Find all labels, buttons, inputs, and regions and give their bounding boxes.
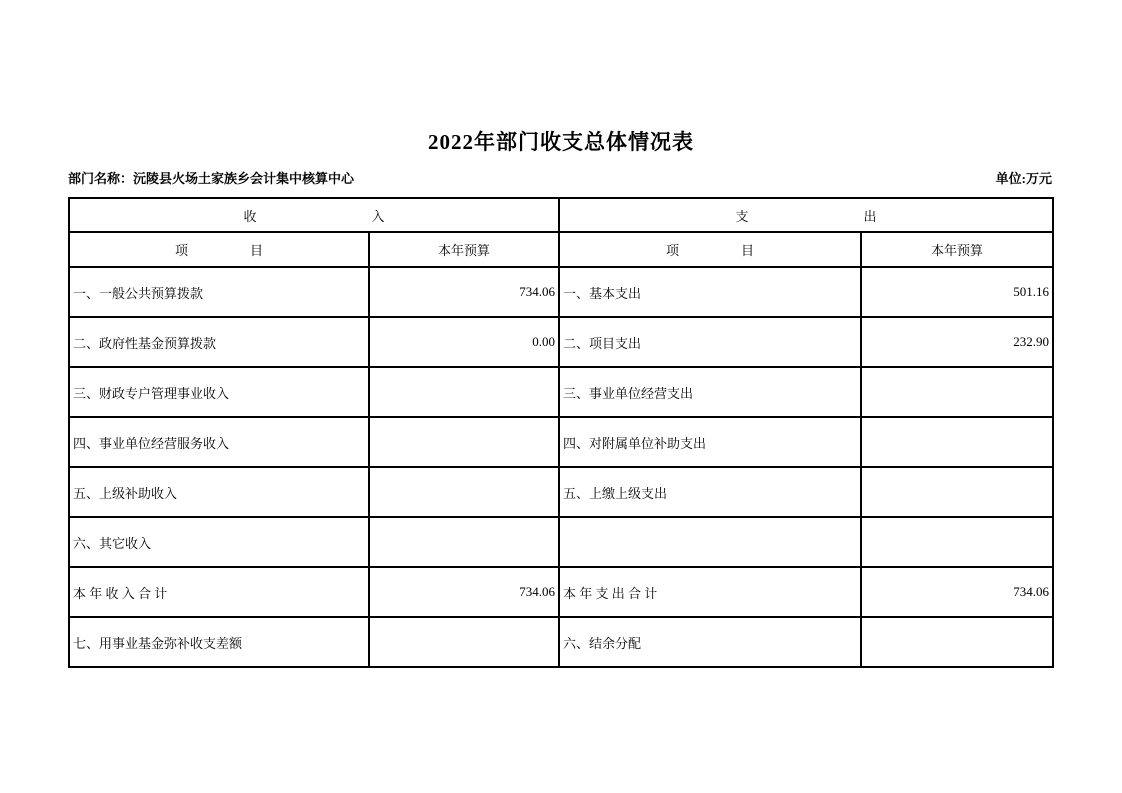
table-row [69,417,1053,467]
income-value-cell: 734.06 [369,267,559,317]
table-row [69,267,1053,317]
expense-item-cell [559,517,861,567]
expense-item-cell: 五、上缴上级支出 [559,467,861,517]
income-budget-column-header: 本年预算 [369,232,559,267]
meta-row [68,170,1052,188]
item-header-char-left: 项 [665,243,679,258]
expense-item-cell: 六、结余分配 [559,617,861,667]
expense-section-header-text [560,206,1052,225]
income-value-cell [369,517,559,567]
income-total-cell: 本 年 收 入 合 计 [69,567,369,617]
table-row [69,517,1053,567]
income-value-cell [369,617,559,667]
expense-item-cell: 四、对附属单位补助支出 [559,417,861,467]
expense-item-cell: 三、事业单位经营支出 [559,367,861,417]
table-row [69,317,1053,367]
item-header-char-left: 项 [174,243,188,258]
income-item-column-header-text [70,240,368,259]
income-item-cell: 七、用事业基金弥补收支差额 [69,617,369,667]
budget-table [68,197,1054,668]
income-value-cell [369,367,559,417]
page-title: 2022年部门收支总体情况表 [428,130,694,154]
item-header-char-right: 目 [741,243,755,258]
expense-value-cell: 232.90 [861,317,1053,367]
expense-header-char-left: 支 [735,208,749,224]
expense-value-cell [861,517,1053,567]
item-header-char-right: 目 [250,243,264,258]
income-item-cell: 三、财政专户管理事业收入 [69,367,369,417]
expense-total-cell: 本 年 支 出 合 计 [559,567,861,617]
expense-value-cell [861,467,1053,517]
expense-budget-column-header: 本年预算 [861,232,1053,267]
expense-total-value-cell: 734.06 [861,567,1053,617]
income-item-cell: 五、上级补助收入 [69,467,369,517]
income-item-cell: 二、政府性基金预算拨款 [69,317,369,367]
table-row [69,467,1053,517]
income-header-char-right: 入 [371,208,385,224]
expense-item-cell: 二、项目支出 [559,317,861,367]
expense-value-cell: 501.16 [861,267,1053,317]
table-row [69,567,1053,617]
income-item-cell: 六、其它收入 [69,517,369,567]
income-value-cell: 0.00 [369,317,559,367]
column-header-row [69,232,1053,267]
expense-value-cell [861,367,1053,417]
income-total-value-cell: 734.06 [369,567,559,617]
department-name-label: 部门名称：沅陵县火场土家族乡会计集中核算中心 [68,171,355,186]
table-row [69,617,1053,667]
income-item-column-header [69,232,369,267]
income-section-header [69,198,559,232]
expense-section-header [559,198,1053,232]
income-value-cell [369,467,559,517]
income-value-cell [369,417,559,467]
expense-header-char-right: 出 [863,208,877,224]
table-row [69,367,1053,417]
expense-value-cell [861,417,1053,467]
expense-item-cell: 一、基本支出 [559,267,861,317]
income-item-cell: 四、事业单位经营服务收入 [69,417,369,467]
income-item-cell: 一、一般公共预算拨款 [69,267,369,317]
expense-item-column-header-text [560,240,860,259]
income-header-char-left: 收 [243,208,257,224]
unit-label: 单位:万元 [995,171,1052,186]
section-header-row [69,198,1053,232]
expense-value-cell [861,617,1053,667]
income-section-header-text [70,206,558,225]
expense-item-column-header [559,232,861,267]
